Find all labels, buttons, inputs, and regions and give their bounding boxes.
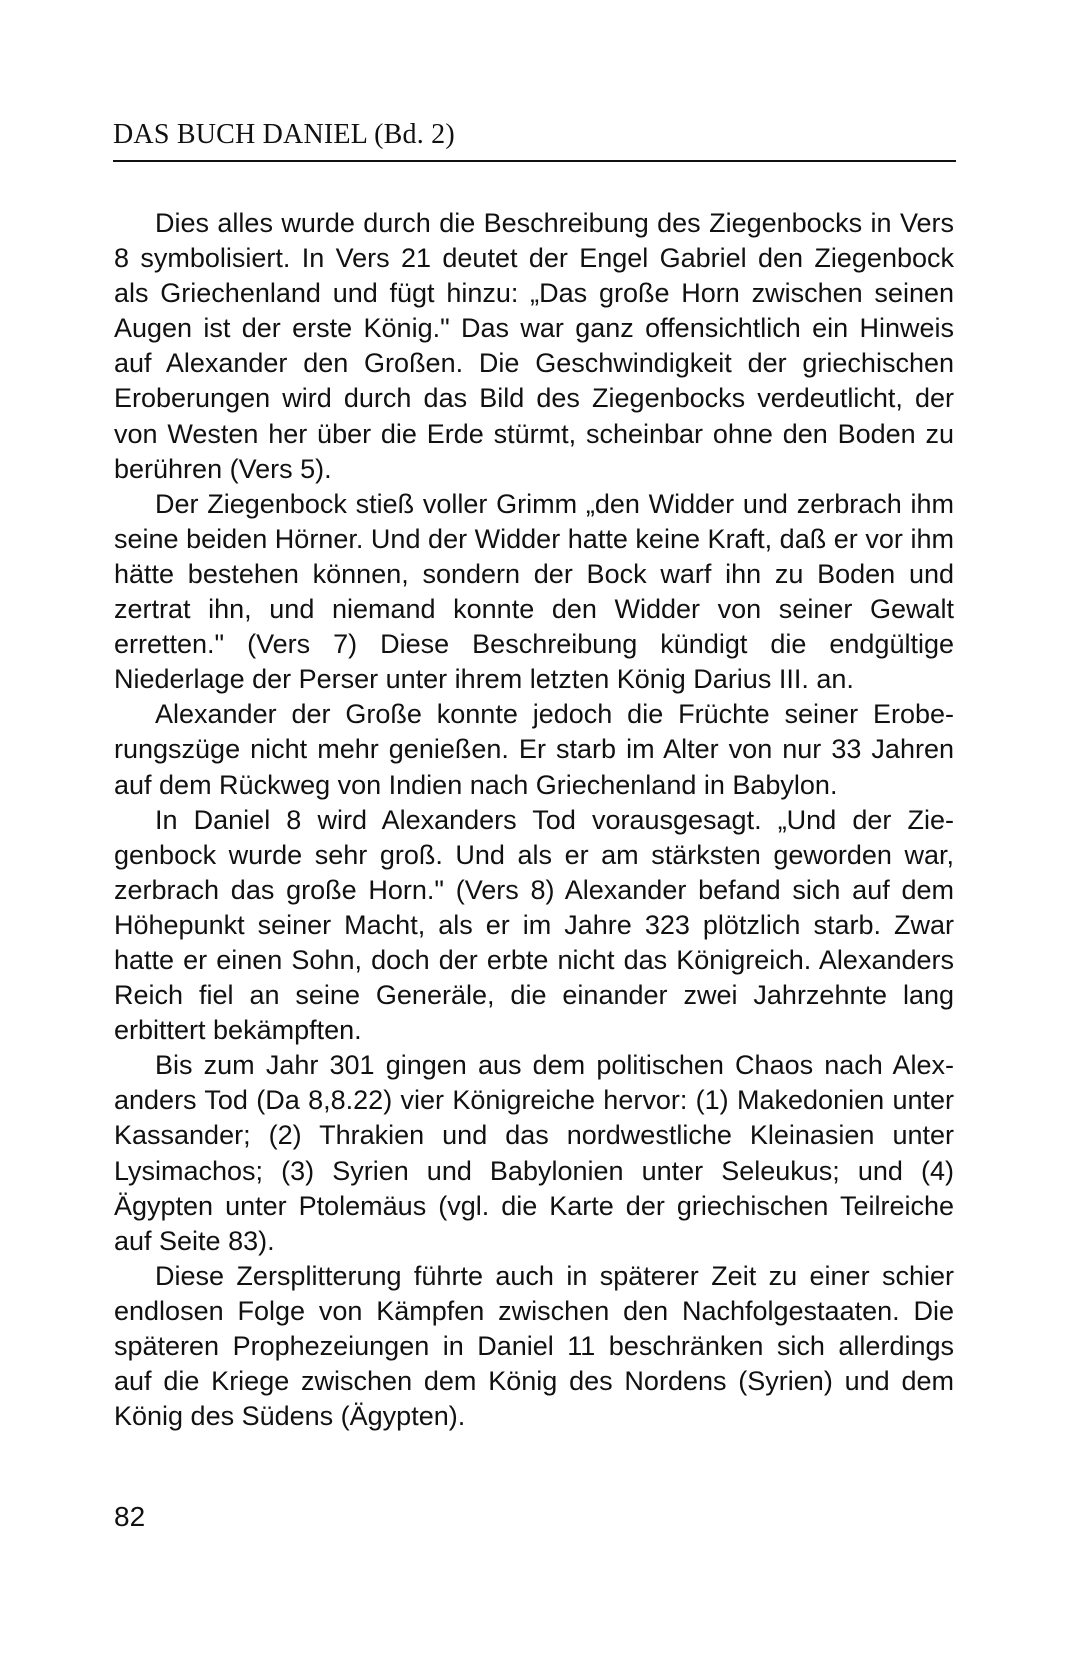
paragraph: In Daniel 8 wird Alexanders Tod vorausgesagt. „Und der Ziegenbock wurde sehr groß. Und als er am stärksten geworden war, zerbrach das große Horn." (Vers 8) Alexander befand sich auf dem Höhepunkt seiner Macht, als er im Jahre 323 plötzlich starb. Zwar hatte er einen Sohn, doch der erbte nicht das Königreich. Alexanders Reich fiel an seine Generäle, die einander zwei Jahrzehnte lang erbittert bekämpften.: [114, 804, 954, 1046]
paragraph: Diese Zersplitterung führte auch in späterer Zeit zu einer schier endlosen Folge von Kämpfen zwischen den Nachfolgestaaten. Die späteren Prophezeiungen in Daniel 11 beschränken sich allerdings auf die Kriege zwischen dem König des Nordens (Syrien) und dem König des Südens (Ägypten).: [114, 1260, 954, 1432]
body-text: [114, 206, 954, 1434]
header-rule: [113, 160, 956, 162]
page-number: 82: [114, 1501, 146, 1532]
paragraph: Bis zum Jahr 301 gingen aus dem politischen Chaos nach Alexanders Tod (Da 8,8.22) vier Königreiche hervor: (1) Makedonien unter Kassander; (2) Thrakien und das nordwestliche Kleinasien unter Lysimachos; (3) Syrien und Babylonien unter Seleukus; und (4) Ägypten unter Ptolemäus (vgl. die Karte der griechischen Teilreiche auf Seite 83).: [114, 1050, 954, 1256]
paragraph: Alexander der Große konnte jedoch die Früchte seiner Eroberungszüge nicht mehr genießen. Er starb im Alter von nur 33 Jahren auf dem Rückweg von Indien nach Griechenland in Babylon.: [114, 699, 954, 800]
paragraph: Der Ziegenbock stieß voller Grimm „den Widder und zerbrach ihm seine beiden Hörner. Und der Widder hatte keine Kraft, daß er vor ihm hätte bestehen können, sondern der Bock warf ihn zu Boden und zertrat ihn, und niemand konnte den Widder von seiner Gewalt erretten." (Vers 7) Diese Beschreibung kündigt die endgültige Niederlage der Perser unter ihrem letzten König Darius III. an.: [114, 488, 954, 695]
paragraph: Dies alles wurde durch die Beschreibung des Ziegenbocks in Vers 8 symbolisiert. In Vers 21 deutet der Engel Gabriel den Ziegenbock als Griechenland und fügt hinzu: „Das große Horn zwischen seinen Augen ist der erste König." Das war ganz offensichtlich ein Hinweis auf Alexander den Großen. Die Geschwindigkeit der griechischen Eroberungen wird durch das Bild des Ziegenbocks verdeutlicht, der von Westen her über die Erde stürmt, scheinbar ohne den Boden zu berühren (Vers 5).: [114, 208, 954, 484]
running-header: DAS BUCH DANIEL (Bd. 2): [113, 119, 455, 150]
